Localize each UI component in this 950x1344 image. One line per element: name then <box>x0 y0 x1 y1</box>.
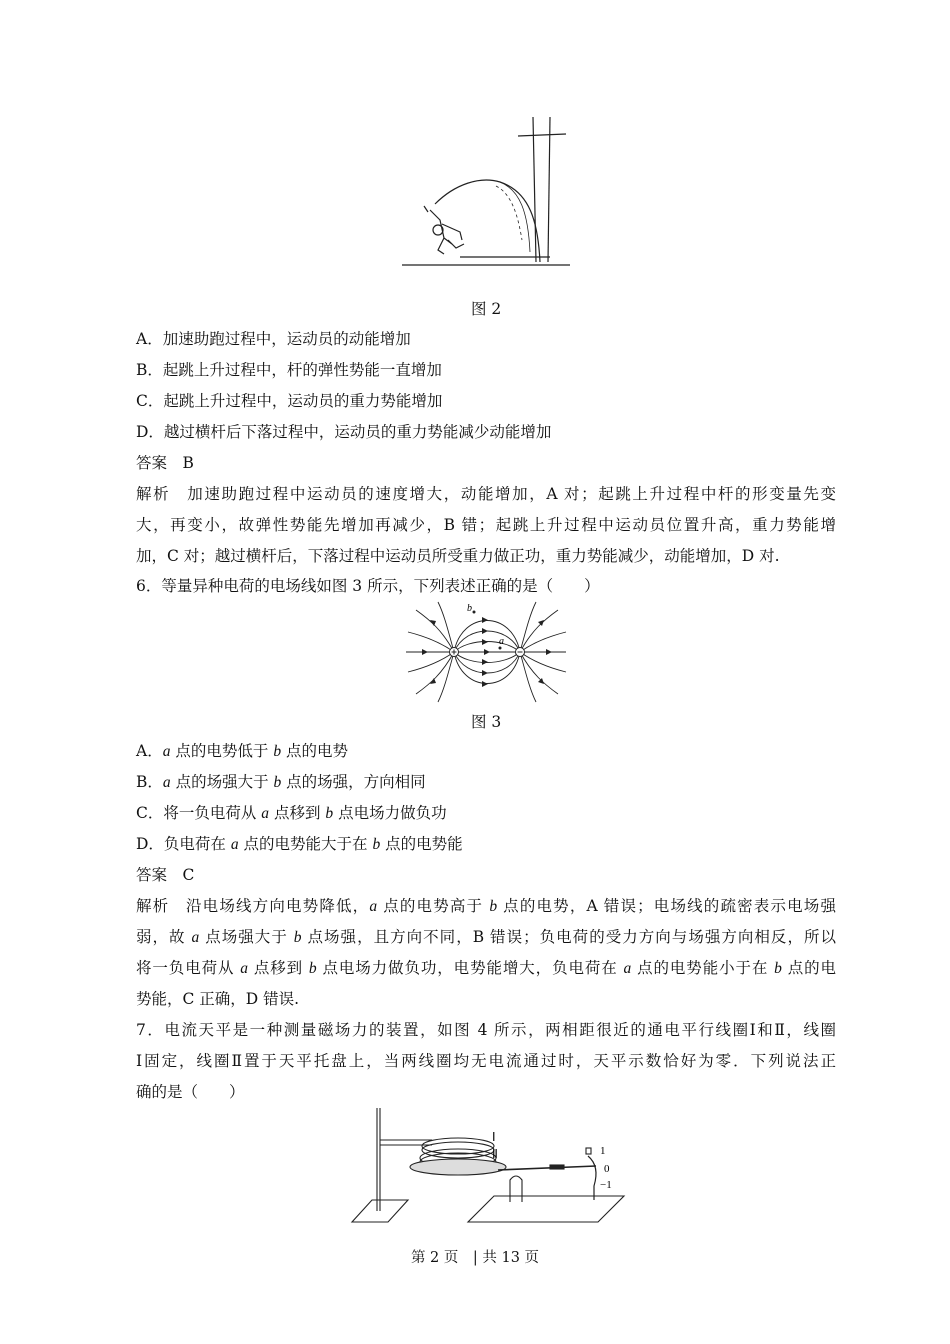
figure-4-scale-bot: −1 <box>600 1179 612 1191</box>
q5-option-c: C．起跳上升过程中，运动员的重力势能增加 <box>136 392 443 410</box>
figure-4-label-coil-1: Ⅰ <box>492 1130 496 1144</box>
q6-option-d: D．负电荷在 a 点的电势能大于在 b 点的电势能 <box>136 835 463 853</box>
q6-analysis-line-4: 势能，C 正确，D 错误. <box>136 990 300 1008</box>
q5-option-d: D．越过横杆后下落过程中，运动员的重力势能减少动能增加 <box>136 423 552 441</box>
figure-4-label-coil-2: Ⅱ <box>492 1147 498 1161</box>
q6-stem: 6．等量异种电荷的电场线如图 3 所示，下列表述正确的是（ ） <box>136 577 600 595</box>
figure-2-caption: 图 2 <box>471 300 502 318</box>
q5-analysis-line-3: 加，C 对；越过横杆后，下落过程中运动员所受重力做正功，重力势能减少，动能增加，D 对. <box>136 547 780 565</box>
q7-stem-line-1: 7．电流天平是一种测量磁场力的装置，如图 4 所示，两相距很近的通电平行线圈Ⅰ和Ⅱ，线圈 <box>136 1021 836 1039</box>
figure-3-electric-field <box>404 600 568 704</box>
q5-answer: 答案 B <box>136 454 194 472</box>
q6-analysis-line-2: 弱，故 a 点场强大于 b 点场强，且方向不同，B 错误；负电荷的受力方向与场强方向相反，所以 <box>136 928 837 946</box>
q7-stem-line-3: 确的是（ ） <box>136 1083 245 1101</box>
figure-3-label-a: a <box>499 636 504 647</box>
q5-analysis-line-2: 大，再变小，故弹性势能先增加再减少，B 错；起跳上升过程中运动员位置升高，重力势能增 <box>136 516 836 534</box>
q6-option-b: B．a 点的场强大于 b 点的场强，方向相同 <box>136 773 426 791</box>
q6-analysis-line-3: 将一负电荷从 a 点移到 b 点电场力做负功，电势能增大，负电荷在 a 点的电势能小于在 b 点的电 <box>136 959 837 977</box>
figure-2-pole-vault <box>400 112 580 274</box>
figure-4-scale-top: 1 <box>600 1145 606 1157</box>
q6-option-a: A．a 点的电势低于 b 点的电势 <box>136 742 348 760</box>
q6-analysis-line-1: 解析 沿电场线方向电势降低，a 点的电势高于 b 点的电势，A 错误；电场线的疏密表示电场强 <box>136 897 836 915</box>
q5-option-b: B．起跳上升过程中，杆的弹性势能一直增加 <box>136 361 442 379</box>
page-footer: 第 2 页 | 共 13 页 <box>410 1250 540 1266</box>
figure-4-current-balance <box>348 1104 628 1226</box>
figure-3-label-b: b <box>467 603 472 614</box>
q6-answer: 答案 C <box>136 866 195 884</box>
q5-analysis-line-1: 解析 加速助跑过程中运动员的速度增大，动能增加，A 对；起跳上升过程中杆的形变量先变 <box>136 485 836 503</box>
q6-option-c: C．将一负电荷从 a 点移到 b 点电场力做负功 <box>136 804 447 822</box>
q5-option-a: A．加速助跑过程中，运动员的动能增加 <box>136 330 411 348</box>
figure-4-scale-mid: 0 <box>604 1163 610 1175</box>
figure-3-caption: 图 3 <box>471 713 502 731</box>
q7-stem-line-2: Ⅰ固定，线圈Ⅱ置于天平托盘上，当两线圈均无电流通过时，天平示数恰好为零．下列说法正 <box>136 1052 836 1070</box>
